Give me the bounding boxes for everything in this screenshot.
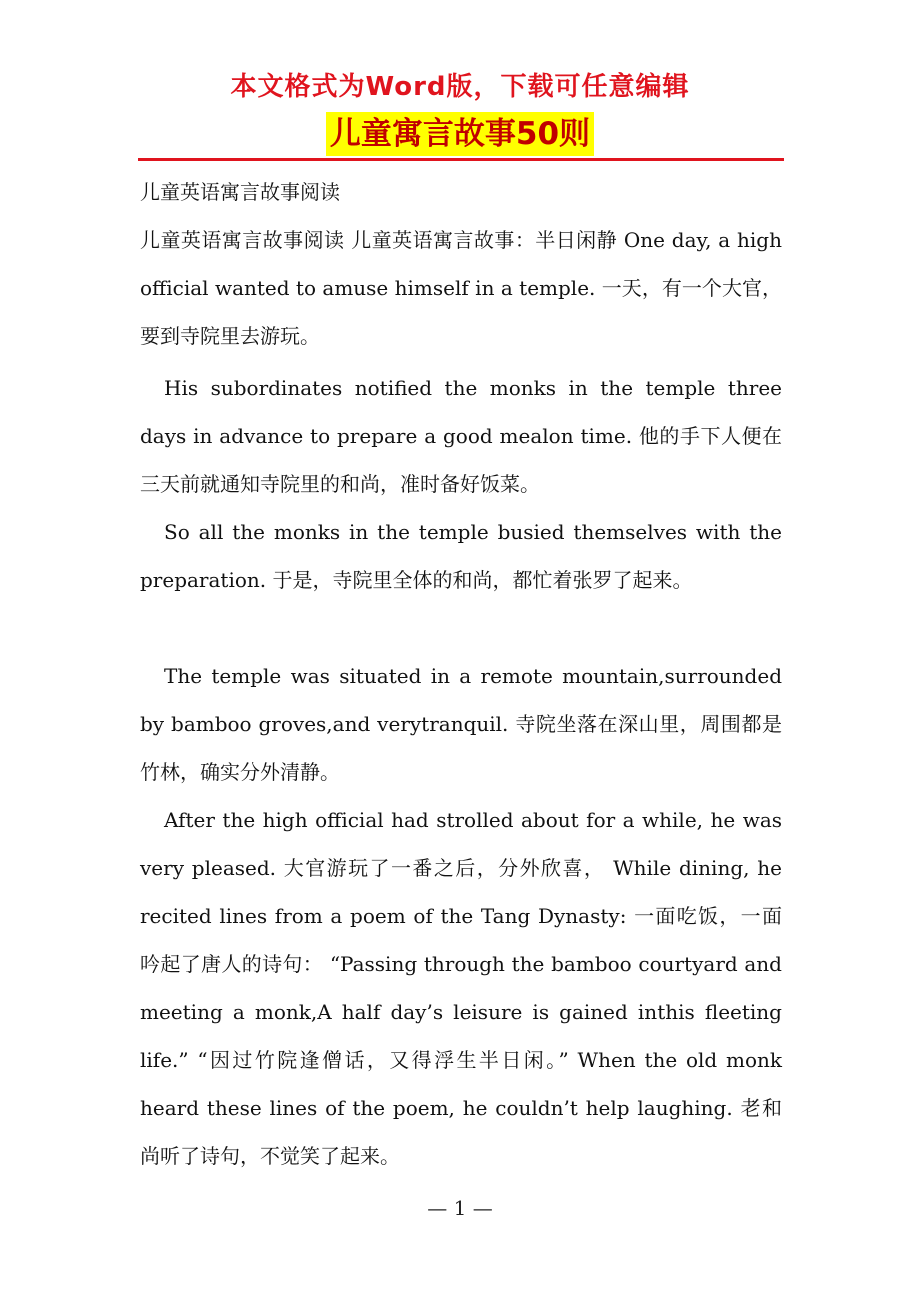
title-divider xyxy=(138,158,784,161)
page-number: — 1 — xyxy=(427,1196,493,1220)
document-body xyxy=(140,168,782,1180)
paragraph-1: 儿童英语寓言故事阅读 儿童英语寓言故事：半日闲静 One day, a high official wanted to amuse himself in a temple. 一天，有一个大官，要到寺院里去游玩。 xyxy=(140,228,782,348)
paragraph-3: So all the monks in the temple busied themselves with the preparation. 于是，寺院里全体的和尚，都忙着张罗了起来。 xyxy=(140,520,782,592)
title-wrapper xyxy=(0,112,920,156)
paragraph-2: His subordinates notified the monks in the temple three days in advance to prepare a good mealon time. 他的手下人便在三天前就通知寺院里的和尚，准时备好饭菜。 xyxy=(140,376,782,496)
document-title: 儿童寓言故事50则 xyxy=(326,112,594,156)
section-heading: 儿童英语寓言故事阅读 xyxy=(140,180,340,204)
format-banner: 本文格式为Word版，下载可任意编辑 xyxy=(230,72,690,102)
paragraph-5: After the high official had strolled about for a while, he was very pleased. 大官游玩了一番之后，分外欣喜， While dining, he recited lines from a poem of the Tang Dynasty: 一面吃饭，一面吟起了唐人的诗句： “Passing through the bamboo courtyard and meeting a monk,A half day’s leisure is gained inthis fleeting life.” “因过竹院逢僧话，又得浮生半日闲。” When the old monk heard these lines of the poem, he couldn’t help laughing. 老和尚听了诗句，不觉笑了起来。 xyxy=(140,808,782,1168)
paragraph-4: The temple was situated in a remote mountain,surrounded by bamboo groves,and verytranquil. 寺院坐落在深山里，周围都是竹林，确实分外清静。 xyxy=(140,664,782,784)
